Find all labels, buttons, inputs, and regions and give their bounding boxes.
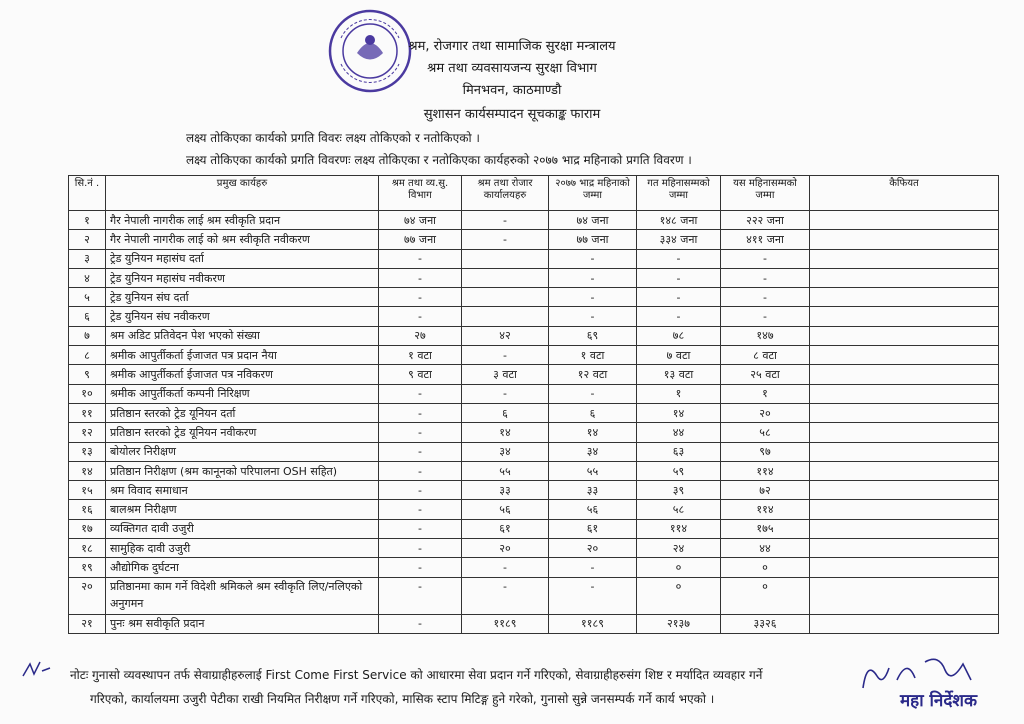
cell-sn: ५ [69, 288, 106, 307]
cell-month-total: ११८९ [549, 614, 637, 633]
table-body [69, 211, 999, 634]
cell-remarks [810, 423, 999, 442]
cell-cumulative-total: ८ वटा [721, 346, 810, 365]
cell-offices: ६१ [462, 519, 549, 538]
cell-month-total: १४ [549, 423, 637, 442]
cell-month-total: ६९ [549, 326, 637, 345]
cell-department: - [379, 614, 462, 633]
cell-offices: ३४ [462, 442, 549, 461]
cell-offices: - [462, 211, 549, 230]
cell-cumulative-total: ५८ [721, 423, 810, 442]
table-row [69, 288, 999, 307]
form-title: सुशासन कार्यसम्पादन सूचकाङ्क फाराम [423, 107, 601, 122]
cell-previous-total: २४ [637, 539, 721, 558]
cell-sn: १३ [69, 442, 106, 461]
cell-remarks [810, 577, 999, 614]
table-row [69, 249, 999, 268]
note-line-1: नोटः गुनासो व्यवस्थापन तर्फ सेवाग्राहीहरुलाई First Come First Service को आधारमा सेवा प्रदान गर्ने गरिएको, सेवाग्राहीहरुसंग शिष्ट र मर्यादित व्यवहार गर्ने [70, 668, 763, 682]
cell-activity: सामुहिक दावी उजुरी [106, 539, 379, 558]
cell-offices: - [462, 558, 549, 577]
cell-month-total: ६१ [549, 519, 637, 538]
cell-remarks [810, 558, 999, 577]
table-row [69, 307, 999, 326]
cell-department: - [379, 307, 462, 326]
cell-department: - [379, 288, 462, 307]
cell-department: - [379, 481, 462, 500]
cell-cumulative-total: ४११ जना [721, 230, 810, 249]
cell-department: - [379, 539, 462, 558]
cell-cumulative-total: - [721, 288, 810, 307]
cell-month-total: ७४ जना [549, 211, 637, 230]
cell-cumulative-total: १७५ [721, 519, 810, 538]
table-row [69, 326, 999, 345]
cell-department: ९ वटा [379, 365, 462, 384]
cell-sn: ९ [69, 365, 106, 384]
cell-cumulative-total: १ [721, 384, 810, 403]
cell-offices: ३ वटा [462, 365, 549, 384]
cell-offices: - [462, 384, 549, 403]
cell-sn: १५ [69, 481, 106, 500]
cell-activity: गैर नेपाली नागरीक लाई को श्रम स्वीकृति नवीकरण [106, 230, 379, 249]
cell-department: - [379, 461, 462, 480]
cell-previous-total: ३९ [637, 481, 721, 500]
cell-sn: १६ [69, 500, 106, 519]
cell-month-total: ५५ [549, 461, 637, 480]
cell-sn: १८ [69, 539, 106, 558]
cell-sn: ११ [69, 403, 106, 422]
cell-sn: १० [69, 384, 106, 403]
cell-department: - [379, 519, 462, 538]
cell-remarks [810, 519, 999, 538]
cell-month-total: - [549, 288, 637, 307]
cell-sn: १२ [69, 423, 106, 442]
cell-remarks [810, 539, 999, 558]
table-row [69, 500, 999, 519]
col-header-activity: प्रमुख कार्यहरु [106, 176, 379, 211]
cell-month-total: - [549, 249, 637, 268]
cell-activity: व्यक्तिगत दावी उजुरी [106, 519, 379, 538]
cell-previous-total: १४ [637, 403, 721, 422]
cell-activity: गैर नेपाली नागरीक लाई श्रम स्वीकृति प्रदान [106, 211, 379, 230]
cell-department: - [379, 403, 462, 422]
cell-month-total: ६ [549, 403, 637, 422]
cell-activity: बालश्रम निरीक्षण [106, 500, 379, 519]
cell-remarks [810, 288, 999, 307]
cell-sn: १ [69, 211, 106, 230]
cell-offices: ५५ [462, 461, 549, 480]
cell-activity: ट्रेड युनियन महासंघ नवीकरण [106, 268, 379, 287]
cell-activity: पुनः श्रम सवीकृति प्रदान [106, 614, 379, 633]
cell-month-total: - [549, 268, 637, 287]
col-header-cumulative-total: यस महिनासम्मको जम्मा [721, 176, 810, 211]
cell-offices [462, 268, 549, 287]
table-row [69, 346, 999, 365]
cell-cumulative-total: १४७ [721, 326, 810, 345]
cell-remarks [810, 346, 999, 365]
cell-sn: ८ [69, 346, 106, 365]
cell-offices: १४ [462, 423, 549, 442]
cell-month-total: ७७ जना [549, 230, 637, 249]
progress-table [68, 175, 999, 634]
cell-offices: - [462, 346, 549, 365]
table-row [69, 403, 999, 422]
col-header-remarks: कैफियत [810, 176, 999, 211]
cell-activity: ट्रेड युनियन संघ नवीकरण [106, 307, 379, 326]
table-row [69, 539, 999, 558]
cell-remarks [810, 481, 999, 500]
cell-previous-total: - [637, 307, 721, 326]
cell-previous-total: - [637, 249, 721, 268]
ministry-name: श्रम, रोजगार तथा सामाजिक सुरक्षा मन्त्रालय [408, 39, 616, 54]
cell-activity: औद्योगिक दुर्घटना [106, 558, 379, 577]
subtitle-target-status: लक्ष्य तोकिएका कार्यको प्रगति विवरः लक्ष्य तोकिएको र नतोकिएको । [186, 131, 480, 145]
cell-department: २७ [379, 326, 462, 345]
col-header-offices: श्रम तथा रोजार कार्यालयहरु [462, 176, 549, 211]
cell-remarks [810, 211, 999, 230]
cell-remarks [810, 249, 999, 268]
table-row [69, 481, 999, 500]
cell-activity: श्रम विवाद समाधान [106, 481, 379, 500]
cell-previous-total: - [637, 268, 721, 287]
cell-previous-total: ५९ [637, 461, 721, 480]
table-row [69, 423, 999, 442]
cell-month-total: १२ वटा [549, 365, 637, 384]
cell-offices: २० [462, 539, 549, 558]
cell-department: - [379, 268, 462, 287]
cell-previous-total: ४४ [637, 423, 721, 442]
table-row [69, 384, 999, 403]
cell-activity: श्रमीक आपुर्तीकर्ता कम्पनी निरिक्षण [106, 384, 379, 403]
cell-remarks [810, 614, 999, 633]
cell-month-total: १ वटा [549, 346, 637, 365]
cell-cumulative-total: ११४ [721, 500, 810, 519]
cell-offices: - [462, 230, 549, 249]
cell-sn: १४ [69, 461, 106, 480]
table-row [69, 442, 999, 461]
subtitle-progress-period: लक्ष्य तोकिएका कार्यको प्रगति विवरणः लक्ष्य तोकिएका र नतोकिएका कार्यहरुको २०७७ भाद्र महिनाको प्रगति विवरण । [186, 153, 692, 167]
cell-sn: २१ [69, 614, 106, 633]
cell-cumulative-total: - [721, 268, 810, 287]
cell-offices: - [462, 577, 549, 614]
cell-offices: ४२ [462, 326, 549, 345]
cell-previous-total: ६३ [637, 442, 721, 461]
cell-activity: श्रमीक आपुर्तीकर्ता ईजाजत पत्र प्रदान नैया [106, 346, 379, 365]
cell-previous-total: ७८ [637, 326, 721, 345]
cell-previous-total: - [637, 288, 721, 307]
cell-remarks [810, 384, 999, 403]
cell-cumulative-total: ० [721, 558, 810, 577]
director-general-title: महा निर्देशक [900, 691, 977, 711]
cell-remarks [810, 326, 999, 345]
cell-sn: २० [69, 577, 106, 614]
cell-remarks [810, 442, 999, 461]
cell-activity: प्रतिष्ठान स्तरको ट्रेड यूनियन नवीकरण [106, 423, 379, 442]
cell-previous-total: ० [637, 577, 721, 614]
table-row [69, 211, 999, 230]
table-row [69, 614, 999, 633]
cell-offices [462, 288, 549, 307]
cell-month-total: - [549, 307, 637, 326]
cell-remarks [810, 365, 999, 384]
cell-activity: प्रतिष्ठान निरीक्षण (श्रम कानूनको परिपालना OSH सहित) [106, 461, 379, 480]
note-line-2: गरिएको, कार्यालयमा उजुरी पेटीका राखी नियमित निरीक्षण गर्ने गरिएको, मासिक स्टाप मिटिङ्ग हुने गरेको, गुनासो सुन्ने जनसम्पर्क गर्ने कार्य भएको । [90, 692, 715, 706]
cell-sn: ६ [69, 307, 106, 326]
cell-sn: ४ [69, 268, 106, 287]
cell-previous-total: ३३४ जना [637, 230, 721, 249]
cell-remarks [810, 268, 999, 287]
cell-cumulative-total: ७२ [721, 481, 810, 500]
cell-cumulative-total: - [721, 307, 810, 326]
office-address: मिनभवन, काठमाण्डौ [462, 83, 562, 98]
cell-activity: प्रतिष्ठानमा काम गर्ने विदेशी श्रमिकले श्रम स्वीकृति लिए/नलिएको अनुगमन [106, 577, 379, 614]
cell-previous-total: १ [637, 384, 721, 403]
cell-activity: ट्रेड युनियन संघ दर्ता [106, 288, 379, 307]
cell-offices: ६ [462, 403, 549, 422]
table-row [69, 230, 999, 249]
cell-department: - [379, 384, 462, 403]
cell-department: ७४ जना [379, 211, 462, 230]
cell-month-total: ३४ [549, 442, 637, 461]
cell-month-total: - [549, 384, 637, 403]
cell-department: ७७ जना [379, 230, 462, 249]
initials-signature-left-icon [20, 656, 54, 682]
cell-month-total: - [549, 558, 637, 577]
cell-previous-total: ७ वटा [637, 346, 721, 365]
cell-previous-total: १४८ जना [637, 211, 721, 230]
cell-offices: ५६ [462, 500, 549, 519]
cell-cumulative-total: २० [721, 403, 810, 422]
cell-month-total: २० [549, 539, 637, 558]
cell-cumulative-total: ९७ [721, 442, 810, 461]
col-header-sn: सि.नं . [69, 176, 106, 211]
cell-department: - [379, 249, 462, 268]
cell-offices: ११८९ [462, 614, 549, 633]
cell-department: - [379, 558, 462, 577]
cell-sn: ७ [69, 326, 106, 345]
cell-sn: २ [69, 230, 106, 249]
cell-sn: १९ [69, 558, 106, 577]
cell-cumulative-total: ११४ [721, 461, 810, 480]
col-header-previous-total: गत महिनासम्मको जम्मा [637, 176, 721, 211]
cell-month-total: - [549, 577, 637, 614]
cell-activity: बोयोलर निरीक्षण [106, 442, 379, 461]
table-header-row [69, 176, 999, 211]
cell-cumulative-total: २२२ जना [721, 211, 810, 230]
department-name: श्रम तथा व्यवसायजन्य सुरक्षा विभाग [427, 61, 597, 76]
cell-previous-total: २१३७ [637, 614, 721, 633]
cell-previous-total: ११४ [637, 519, 721, 538]
cell-remarks [810, 230, 999, 249]
cell-sn: १७ [69, 519, 106, 538]
cell-activity: प्रतिष्ठान स्तरको ट्रेड यूनियन दर्ता [106, 403, 379, 422]
cell-department: - [379, 577, 462, 614]
cell-offices [462, 307, 549, 326]
table-row [69, 558, 999, 577]
cell-previous-total: १३ वटा [637, 365, 721, 384]
table-row [69, 461, 999, 480]
cell-previous-total: ० [637, 558, 721, 577]
table-row [69, 365, 999, 384]
col-header-department: श्रम तथा व्य.सु. विभाग [379, 176, 462, 211]
cell-month-total: ५६ [549, 500, 637, 519]
cell-sn: ३ [69, 249, 106, 268]
table-row [69, 577, 999, 614]
cell-department: - [379, 442, 462, 461]
cell-cumulative-total: ० [721, 577, 810, 614]
cell-remarks [810, 461, 999, 480]
cell-activity: श्रमीक आपुर्तीकर्ता ईजाजत पत्र नविकरण [106, 365, 379, 384]
cell-department: - [379, 500, 462, 519]
col-header-month-total: २०७७ भाद्र महिनाको जम्मा [549, 176, 637, 211]
table-row [69, 268, 999, 287]
cell-remarks [810, 500, 999, 519]
cell-cumulative-total: - [721, 249, 810, 268]
cell-department: १ वटा [379, 346, 462, 365]
cell-cumulative-total: ३३२६ [721, 614, 810, 633]
cell-offices [462, 249, 549, 268]
cell-cumulative-total: ४४ [721, 539, 810, 558]
cell-previous-total: ५८ [637, 500, 721, 519]
cell-cumulative-total: २५ वटा [721, 365, 810, 384]
cell-activity: ट्रेड युनियन महासंघ दर्ता [106, 249, 379, 268]
cell-month-total: ३३ [549, 481, 637, 500]
cell-department: - [379, 423, 462, 442]
cell-offices: ३३ [462, 481, 549, 500]
cell-activity: श्रम अडिट प्रतिवेदन पेश भएको संख्या [106, 326, 379, 345]
cell-remarks [810, 403, 999, 422]
table-row [69, 519, 999, 538]
cell-remarks [810, 307, 999, 326]
